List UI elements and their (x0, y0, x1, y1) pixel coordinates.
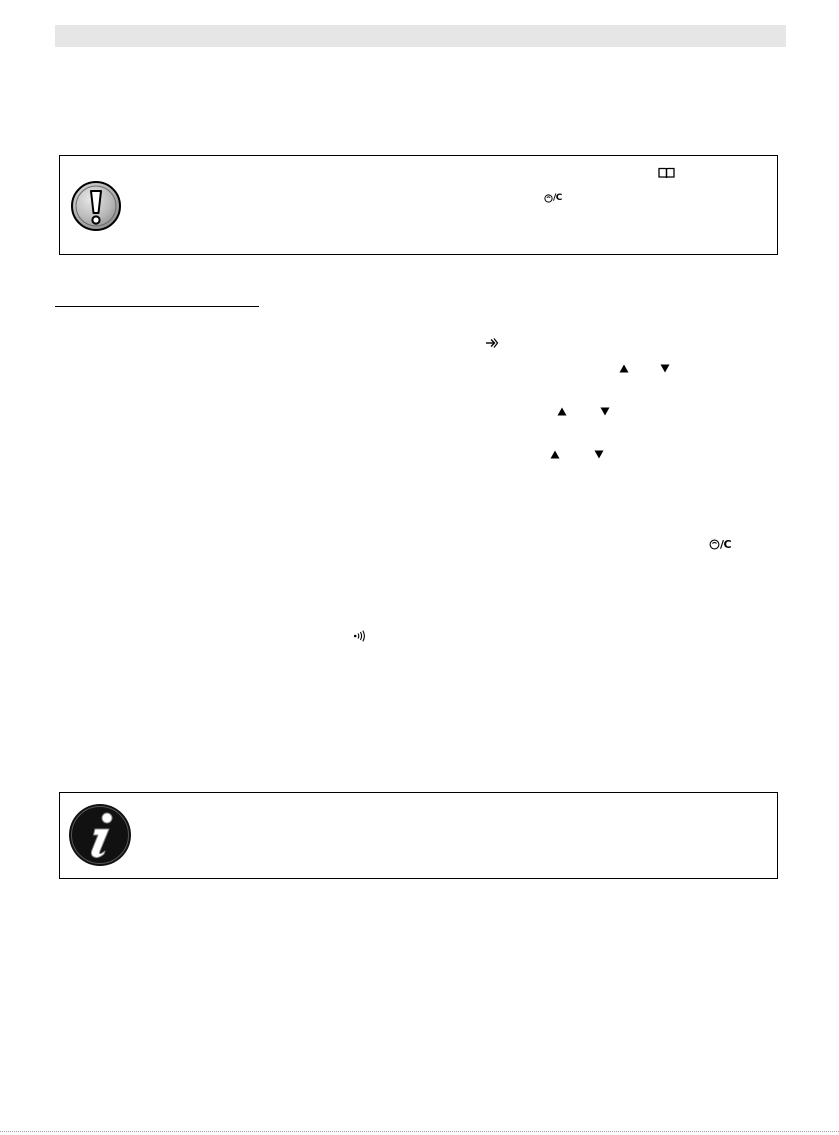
end-call-clear-key-icon (544, 190, 562, 206)
arrow-down-icon (594, 450, 604, 459)
clear-key-label: /C (553, 193, 562, 203)
intercom-paging-icon (353, 630, 366, 642)
page-bottom-edge (0, 1131, 839, 1132)
arrow-down-icon (600, 407, 610, 416)
section-heading-underline (55, 306, 259, 307)
menu-enter-icon (485, 337, 499, 349)
arrow-up-icon (619, 364, 629, 373)
info-note-box (59, 792, 778, 879)
end-call-clear-key-icon (709, 537, 731, 553)
arrow-up-icon (550, 450, 560, 459)
clear-key-label: /C (720, 538, 732, 551)
information-icon (67, 802, 133, 868)
warning-exclamation-icon (70, 180, 122, 232)
page-header-bar (55, 25, 786, 47)
phonebook-icon (658, 167, 675, 179)
arrow-up-icon (557, 407, 567, 416)
arrow-down-icon (660, 364, 670, 373)
warning-note-box (59, 155, 778, 255)
